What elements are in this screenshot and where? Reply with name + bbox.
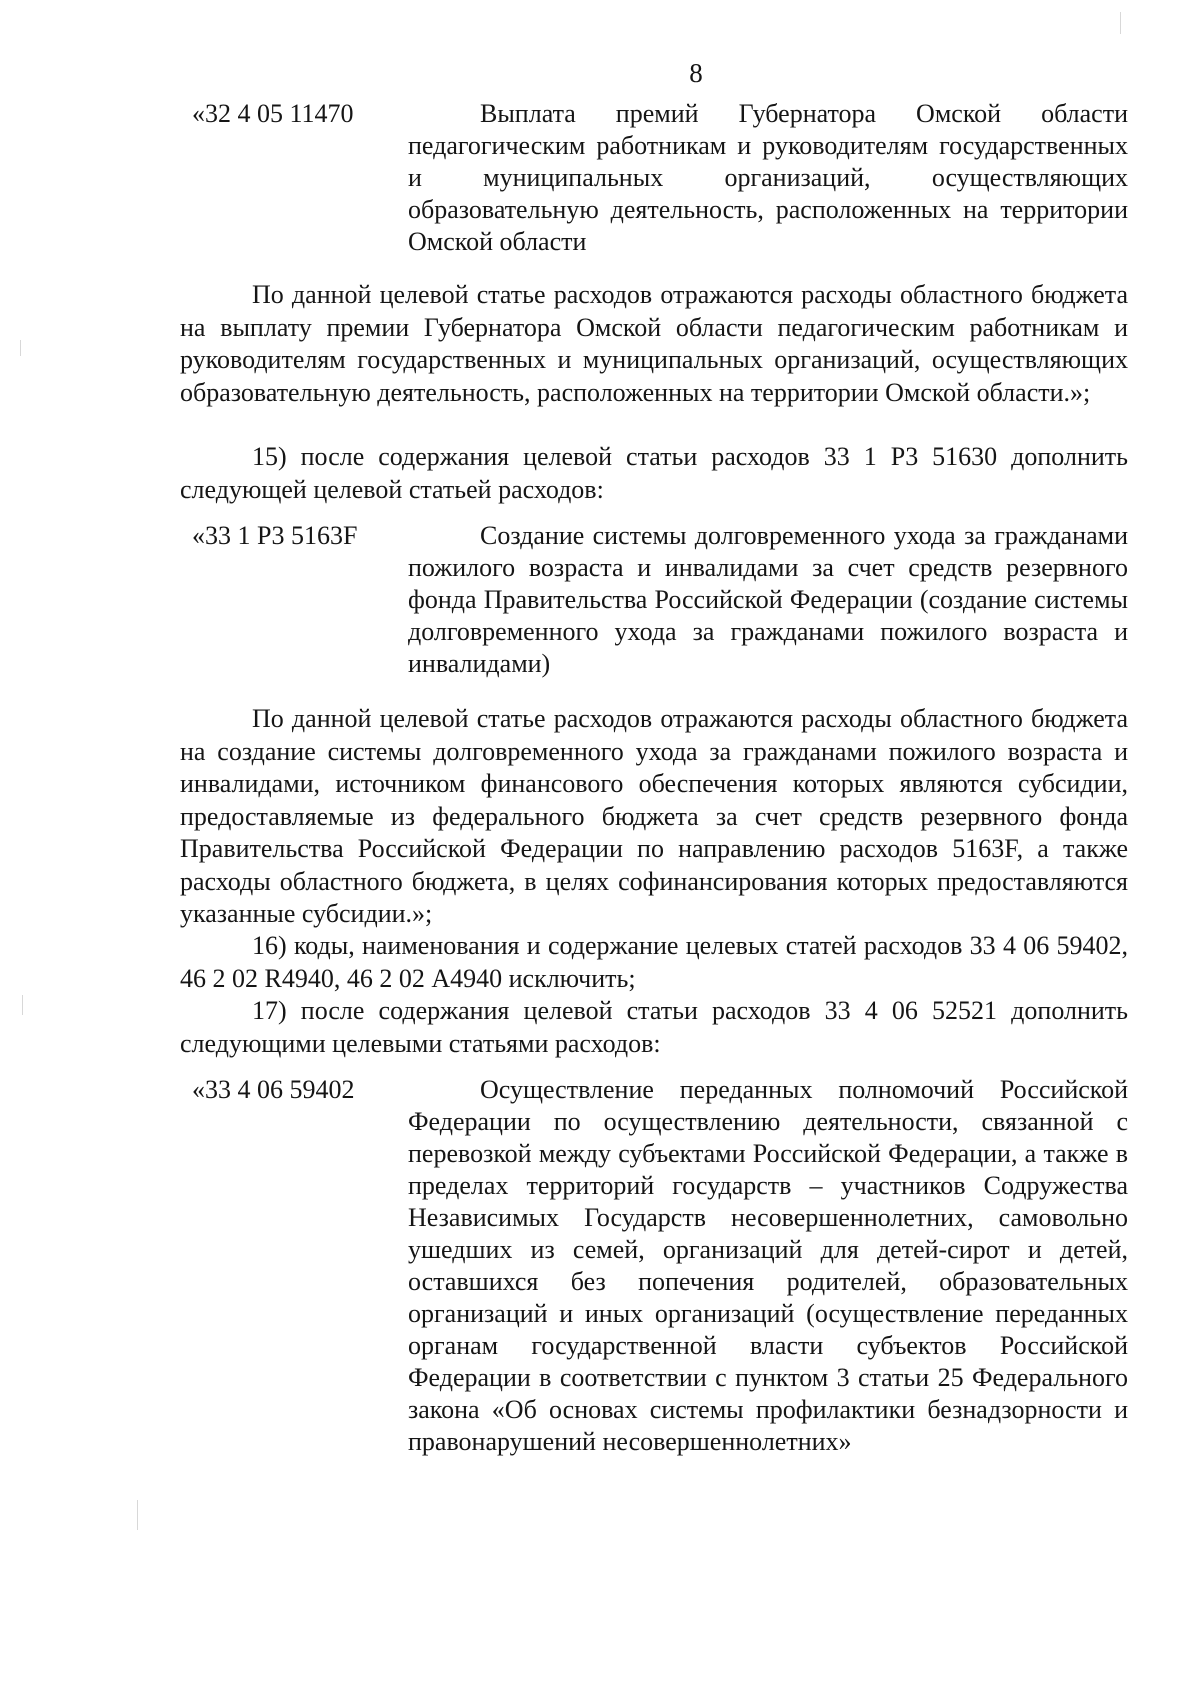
paragraph-item-16: 16) коды, наименования и содержание целевых статей расходов 33 4 06 59402, 46 2 02 R4940, 46 2 02 А4940 исключить;: [180, 931, 1128, 993]
budget-entry-33-1-r3-5163f: [192, 520, 1128, 690]
paragraph-item-17: 17) после содержания целевой статьи расходов 33 4 06 52521 дополнить следующими целевыми статьями расходов:: [180, 996, 1128, 1058]
paragraph: По данной целевой статье расходов отражаются расходы областного бюджета на выплату премии Губернатора Омской области педагогическим работникам и руководителям государственных и муниципальных организаций, осуществляющих образовательную деятельность, расположенных на территории Омской области.»;: [180, 280, 1128, 407]
budget-entry-32-4-05-11470: [192, 98, 1128, 268]
entry-code: «32 4 05 11470: [192, 99, 354, 128]
scan-artifact: [1120, 12, 1121, 34]
entry-description: Создание системы долговременного ухода за гражданами пожилого возраста и инвалидами за счет средств резервного фонда Правительства Российской Федерации (создание системы долговременного ухода за гражданами пожилого возраста и инвалидами): [408, 521, 1128, 678]
entry-description: Выплата премий Губернатора Омской области педагогическим работникам и руководителям государственных и муниципальных организаций, осуществляющих образовательную деятельность, расположенных на территории Омской области: [408, 99, 1128, 256]
budget-entry-33-4-06-59402: [192, 1074, 1128, 1494]
page-number: 8: [689, 58, 703, 88]
scan-artifact: [22, 995, 23, 1015]
scan-artifact: [20, 340, 21, 356]
paragraph: По данной целевой статье расходов отражаются расходы областного бюджета на создание системы долговременного ухода за гражданами пожилого возраста и инвалидами, источником финансового обеспечения которых являются субсидии, предоставляемые из федерального бюджета за счет средств резервного фонда Правительства Российской Федерации по направлению расходов 5163F, а также расходы областного бюджета, в целях софинансирования которых предоставляются указанные субсидии.»;: [180, 704, 1128, 928]
entry-code: «33 1 Р3 5163F: [192, 521, 358, 550]
entry-description: Осуществление переданных полномочий Российской Федерации по осуществлению деятельности, связанной с перевозкой между субъектами Российской Федерации, а также в пределах территорий государств – участников Содружества Независимых Государств несовершеннолетних, самовольно ушедших из семей, организаций для детей-сирот и детей, оставшихся без попечения родителей, образовательных организаций и иных организаций (осуществление переданных органам государственной власти субъектов Российской Федерации в соответствии с пунктом 3 статьи 25 Федерального закона «Об основах системы профилактики безнадзорности и правонарушений несовершеннолетних»: [408, 1075, 1128, 1456]
scan-artifact: [137, 1500, 138, 1530]
paragraph-item-15: 15) после содержания целевой статьи расходов 33 1 Р3 51630 дополнить следующей целевой статьей расходов:: [180, 442, 1128, 504]
entry-code: «33 4 06 59402: [192, 1075, 355, 1104]
